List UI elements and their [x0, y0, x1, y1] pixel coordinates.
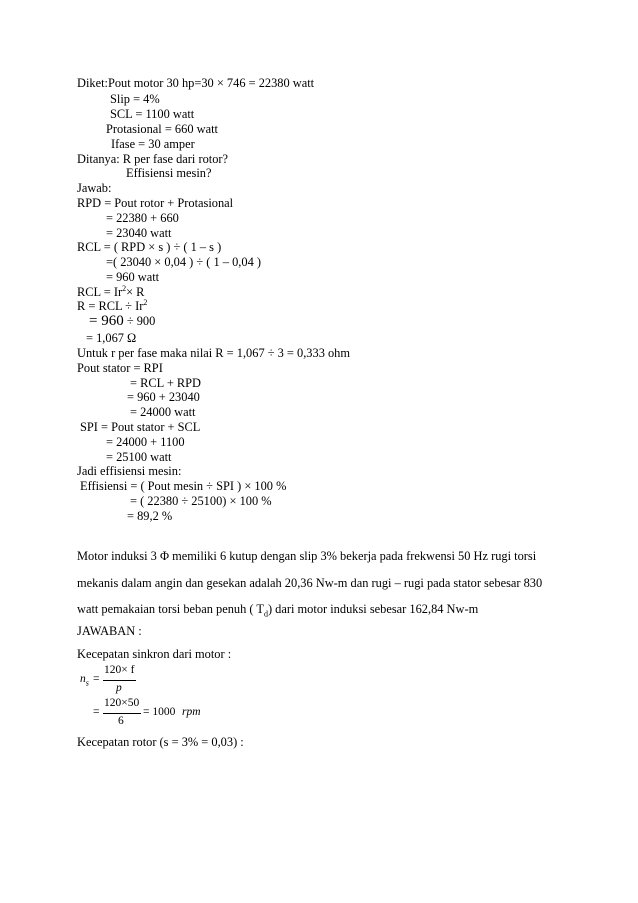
kecepatan-sinkron-label: Kecepatan sinkron dari motor : [77, 647, 232, 661]
formula-1-lhs-sub: s [85, 678, 89, 688]
formula-2-den: 6 [118, 715, 124, 727]
rcl-line-1: RCL = ( RPD × s ) ÷ ( 1 – s ) [77, 240, 222, 254]
formula-1-bar [103, 680, 136, 681]
r-line-2-big: = 960 [89, 313, 124, 329]
diket-line-3: SCL = 1100 watt [110, 107, 195, 121]
r-line-1-sup: 2 [143, 297, 148, 307]
pout-stator-line-3: = 960 + 23040 [127, 390, 200, 404]
fase-line: Untuk r per fase maka nilai R = 1,067 ÷ 3 = 0,333 ohm [77, 346, 351, 360]
eff-line-0: Jadi effisiensi mesin: [77, 464, 182, 478]
jawaban-label: JAWABAN : [77, 624, 142, 638]
formula-2-bar [103, 713, 141, 714]
r-line-1 [77, 299, 147, 313]
rcl-line-4-a: RCL = Ir [77, 285, 123, 299]
formula-1-lhs-n: n [80, 673, 86, 685]
diket-line-1: Diket:Pout motor 30 hp=30 × 746 = 22380 watt [77, 76, 315, 90]
diket-line-5: Ifase = 30 amper [111, 137, 195, 151]
ditanya-line-1: Ditanya: R per fase dari rotor? [77, 152, 229, 166]
r-line-2-b: ÷ 900 [123, 314, 156, 328]
formula-1-num: 120× f [104, 664, 135, 676]
kecepatan-rotor-label: Kecepatan rotor (s = 3% = 0,03) : [77, 735, 244, 749]
formula-2-eq: = [93, 706, 100, 718]
formula-2-num: 120×50 [104, 697, 140, 709]
soal2-line-2: mekanis dalam angin dan gesekan adalah 20,36 Nw-m dan rugi – rugi pada stator sebesar 830 [77, 576, 543, 590]
formula-2-result: = 1000 [143, 706, 176, 718]
pout-stator-line-4: = 24000 watt [130, 405, 196, 419]
jawab-label: Jawab: [77, 181, 112, 195]
soal2-line-3-b: ) dari motor induksi sebesar 162,84 Nw-m [267, 602, 479, 616]
spi-line-1: SPI = Pout stator + SCL [80, 420, 201, 434]
rcl-line-4-sup: 2 [122, 283, 127, 293]
rcl-line-4-b: × R [126, 285, 145, 299]
rcl-line-2: =( 23040 × 0,04 ) ÷ ( 1 – 0,04 ) [106, 255, 261, 269]
formula-1-eq: = [93, 673, 100, 685]
pout-stator-line-1: Pout stator = RPI [77, 361, 163, 375]
r-line-3: = 1,067 Ω [86, 331, 137, 345]
eff-line-2: = ( 22380 ÷ 25100) × 100 % [130, 494, 272, 508]
rcl-line-4 [77, 285, 144, 299]
r-line-2 [89, 314, 155, 328]
pout-stator-line-2: = RCL + RPD [130, 376, 202, 390]
rcl-line-3: = 960 watt [106, 270, 160, 284]
diket-line-4: Protasional = 660 watt [106, 122, 218, 136]
ditanya-line-2: Effisiensi mesin? [126, 166, 212, 180]
spi-line-2: = 24000 + 1100 [106, 435, 185, 449]
formula-2-unit: rpm [182, 706, 201, 718]
soal2-line-3-sub: d [263, 609, 268, 619]
soal2-line-1: Motor induksi 3 Φ memiliki 6 kutup dengan slip 3% bekerja pada frekwensi 50 Hz rugi torsi [77, 549, 537, 563]
eff-line-3: = 89,2 % [127, 509, 173, 523]
r-line-1-a: R = RCL ÷ Ir [77, 299, 144, 313]
eff-line-1: Effisiensi = ( Pout mesin ÷ SPI ) × 100 % [80, 479, 287, 493]
rpd-line-2: = 22380 + 660 [106, 211, 179, 225]
formula-1-lhs [80, 673, 89, 688]
diket-line-2: Slip = 4% [110, 92, 160, 106]
soal2-line-3-a: watt pemakaian torsi beban penuh ( T [77, 602, 264, 616]
rpd-line-1: RPD = Pout rotor + Protasional [77, 196, 234, 210]
rpd-line-3: = 23040 watt [106, 226, 172, 240]
formula-1-den: p [116, 682, 122, 694]
spi-line-3: = 25100 watt [106, 450, 172, 464]
soal2-line-3 [77, 601, 478, 617]
